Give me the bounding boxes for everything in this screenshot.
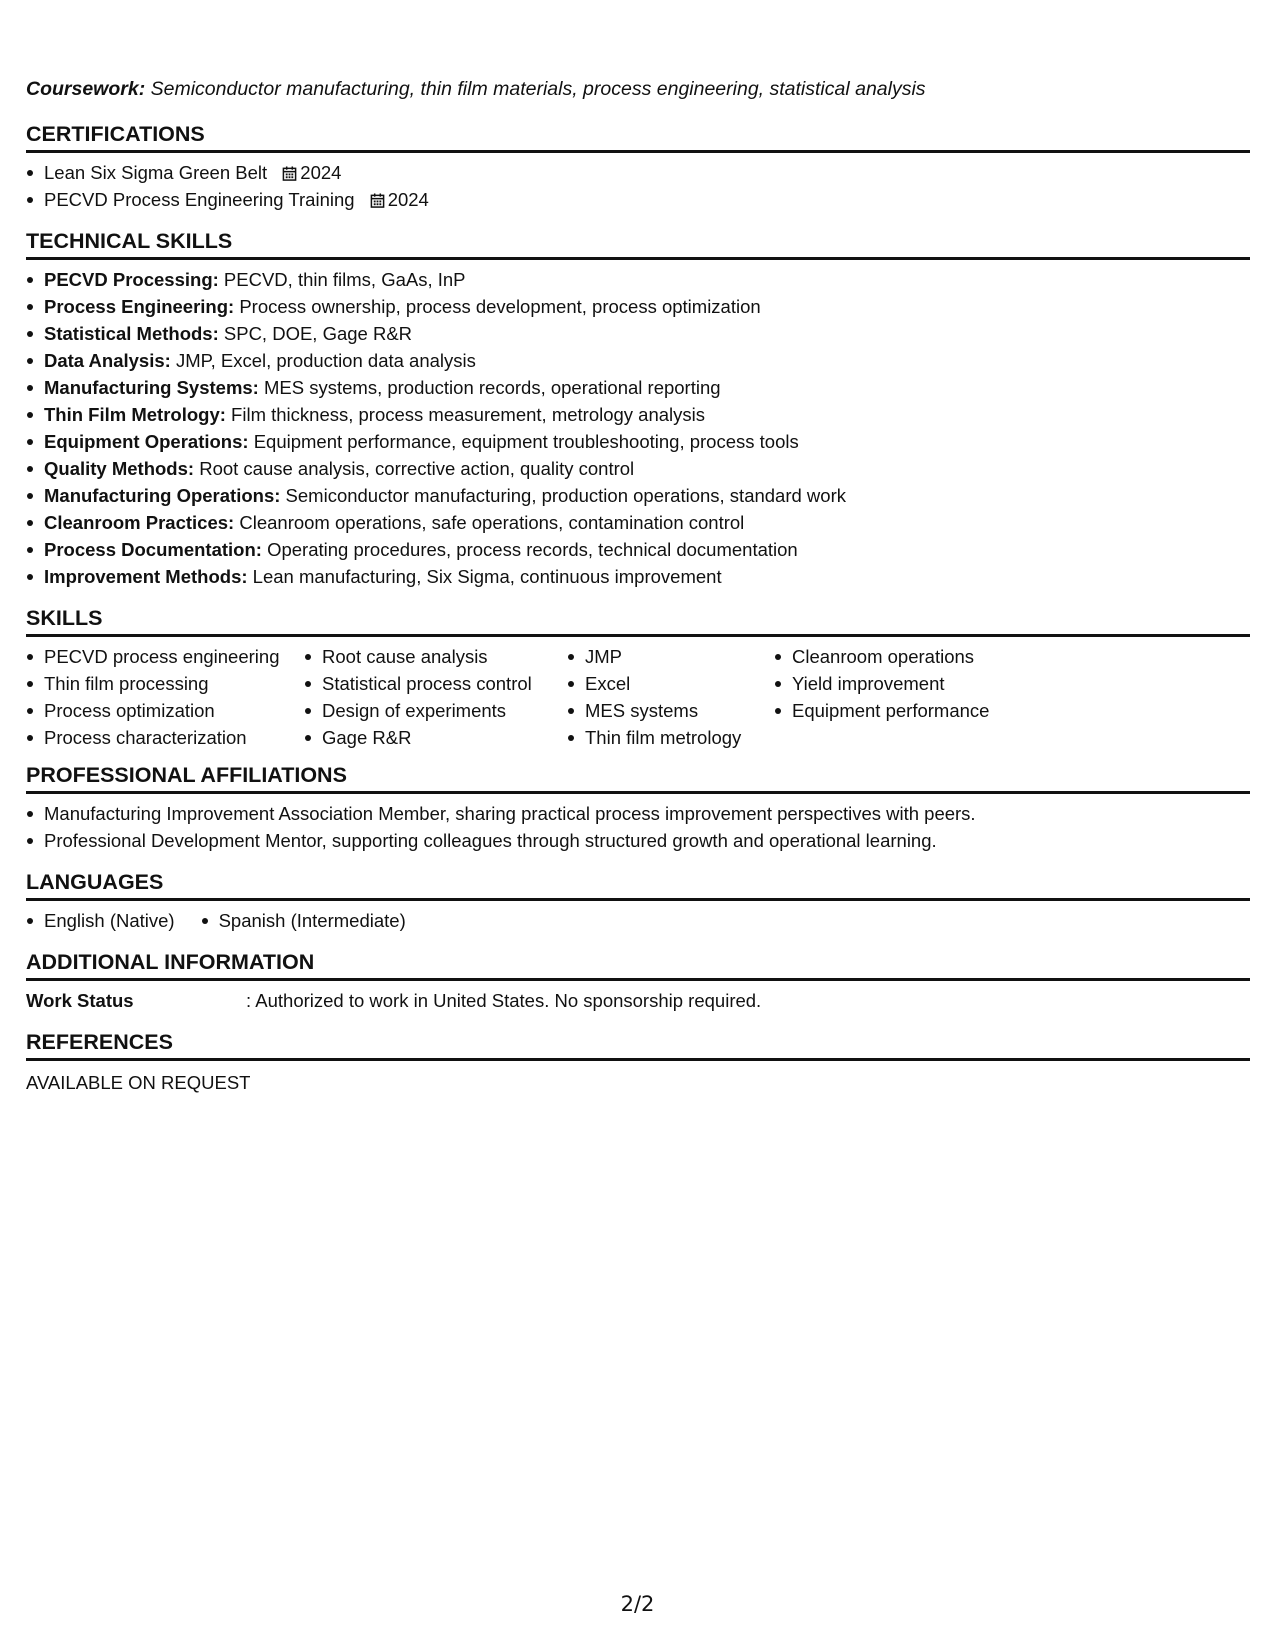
coursework-line bbox=[26, 76, 1250, 102]
skill-item: Thin film metrology bbox=[567, 724, 774, 751]
technical-skill-label: Cleanroom Practices: bbox=[44, 512, 235, 533]
affiliation-item: Professional Development Mentor, supporting colleagues through structured growth and operational learning. bbox=[26, 827, 1250, 854]
section-title-affiliations: PROFESSIONAL AFFILIATIONS bbox=[26, 761, 1250, 794]
skills-column bbox=[774, 643, 1014, 751]
languages-section bbox=[26, 868, 1250, 934]
technical-skill-item bbox=[26, 401, 1250, 428]
skill-item: Cleanroom operations bbox=[774, 643, 1014, 670]
references-text: AVAILABLE ON REQUEST bbox=[26, 1072, 251, 1093]
language-item: English (Native) bbox=[26, 907, 175, 934]
work-status-row bbox=[26, 987, 1250, 1014]
coursework-label: Coursework: bbox=[26, 78, 146, 100]
skill-item: Process optimization bbox=[26, 697, 304, 724]
skills-columns bbox=[26, 643, 1250, 751]
certification-name: PECVD Process Engineering Training bbox=[44, 189, 355, 210]
technical-skill-value: MES systems, production records, operational reporting bbox=[264, 377, 721, 398]
skill-item: Excel bbox=[567, 670, 774, 697]
technical-skill-value: JMP, Excel, production data analysis bbox=[175, 350, 476, 371]
affiliations-section bbox=[26, 761, 1250, 854]
certifications-section bbox=[26, 120, 1250, 213]
technical-skill-item bbox=[26, 428, 1250, 455]
skills-column bbox=[304, 643, 567, 751]
skill-item: PECVD process engineering bbox=[26, 643, 304, 670]
technical-skill-label: Statistical Methods: bbox=[44, 323, 219, 344]
technical-skill-label: Thin Film Metrology: bbox=[44, 404, 226, 425]
technical-skill-value: PECVD, thin films, GaAs, InP bbox=[223, 269, 466, 290]
affiliations-list bbox=[26, 800, 1250, 854]
technical-skill-label: Manufacturing Systems: bbox=[44, 377, 259, 398]
skill-item: Design of experiments bbox=[304, 697, 567, 724]
section-title-languages: LANGUAGES bbox=[26, 868, 1250, 901]
references-section bbox=[26, 1028, 1250, 1096]
work-status-label: Work Status bbox=[26, 990, 134, 1011]
section-title-certifications: CERTIFICATIONS bbox=[26, 120, 1250, 153]
certification-year: 2024 bbox=[387, 189, 429, 210]
section-title-skills: SKILLS bbox=[26, 604, 1250, 637]
technical-skill-label: Data Analysis: bbox=[44, 350, 171, 371]
section-title-additional-info: ADDITIONAL INFORMATION bbox=[26, 948, 1250, 981]
technical-skill-item bbox=[26, 509, 1250, 536]
language-item: Spanish (Intermediate) bbox=[201, 907, 406, 934]
skill-item: Thin film processing bbox=[26, 670, 304, 697]
resume-page bbox=[26, 76, 1250, 1096]
section-title-technical-skills: TECHNICAL SKILLS bbox=[26, 227, 1250, 260]
skill-item: Root cause analysis bbox=[304, 643, 567, 670]
technical-skill-item bbox=[26, 455, 1250, 482]
technical-skill-value: Semiconductor manufacturing, production operations, standard work bbox=[285, 485, 846, 506]
technical-skill-value: Operating procedures, process records, technical documentation bbox=[267, 539, 798, 560]
skill-item: Gage R&R bbox=[304, 724, 567, 751]
technical-skill-item bbox=[26, 293, 1250, 320]
affiliation-item: Manufacturing Improvement Association Member, sharing practical process improvement perspectives with peers. bbox=[26, 800, 1250, 827]
technical-skill-value: Root cause analysis, corrective action, quality control bbox=[199, 458, 635, 479]
skill-item: MES systems bbox=[567, 697, 774, 724]
technical-skill-item bbox=[26, 563, 1250, 590]
technical-skill-label: Manufacturing Operations: bbox=[44, 485, 281, 506]
additional-info-section bbox=[26, 948, 1250, 1014]
technical-skill-value: Film thickness, process measurement, metrology analysis bbox=[231, 404, 706, 425]
skills-column bbox=[567, 643, 774, 751]
certifications-list bbox=[26, 159, 1250, 213]
calendar-icon bbox=[282, 166, 297, 181]
skill-item: Statistical process control bbox=[304, 670, 567, 697]
technical-skill-value: SPC, DOE, Gage R&R bbox=[223, 323, 413, 344]
technical-skill-value: Equipment performance, equipment troubleshooting, process tools bbox=[253, 431, 799, 452]
technical-skill-label: Quality Methods: bbox=[44, 458, 195, 479]
skill-item: Yield improvement bbox=[774, 670, 1014, 697]
technical-skills-list bbox=[26, 266, 1250, 590]
technical-skill-label: Process Documentation: bbox=[44, 539, 262, 560]
technical-skill-item bbox=[26, 482, 1250, 509]
technical-skill-label: PECVD Processing: bbox=[44, 269, 219, 290]
technical-skill-value: Cleanroom operations, safe operations, contamination control bbox=[239, 512, 745, 533]
technical-skill-item bbox=[26, 266, 1250, 293]
technical-skill-item bbox=[26, 374, 1250, 401]
skill-item: Equipment performance bbox=[774, 697, 1014, 724]
work-status-value: : Authorized to work in United States. No sponsorship required. bbox=[246, 990, 762, 1011]
coursework-text: Semiconductor manufacturing, thin film materials, process engineering, statistical analysis bbox=[150, 78, 926, 100]
certification-year: 2024 bbox=[300, 162, 342, 183]
skills-section bbox=[26, 604, 1250, 751]
skills-column bbox=[26, 643, 304, 751]
technical-skill-label: Improvement Methods: bbox=[44, 566, 248, 587]
skill-item: JMP bbox=[567, 643, 774, 670]
technical-skill-label: Equipment Operations: bbox=[44, 431, 249, 452]
technical-skill-value: Process ownership, process development, process optimization bbox=[239, 296, 761, 317]
technical-skill-item bbox=[26, 536, 1250, 563]
page-number: 2/2 bbox=[620, 1592, 655, 1616]
languages-list bbox=[26, 907, 1250, 934]
technical-skill-item bbox=[26, 320, 1250, 347]
certification-name: Lean Six Sigma Green Belt bbox=[44, 162, 268, 183]
technical-skills-section bbox=[26, 227, 1250, 590]
calendar-icon bbox=[370, 193, 385, 208]
technical-skill-label: Process Engineering: bbox=[44, 296, 235, 317]
skill-item: Process characterization bbox=[26, 724, 304, 751]
technical-skill-item bbox=[26, 347, 1250, 374]
certification-item bbox=[26, 159, 1250, 186]
technical-skill-value: Lean manufacturing, Six Sigma, continuous improvement bbox=[252, 566, 722, 587]
section-title-references: REFERENCES bbox=[26, 1028, 1250, 1061]
certification-item bbox=[26, 186, 1250, 213]
